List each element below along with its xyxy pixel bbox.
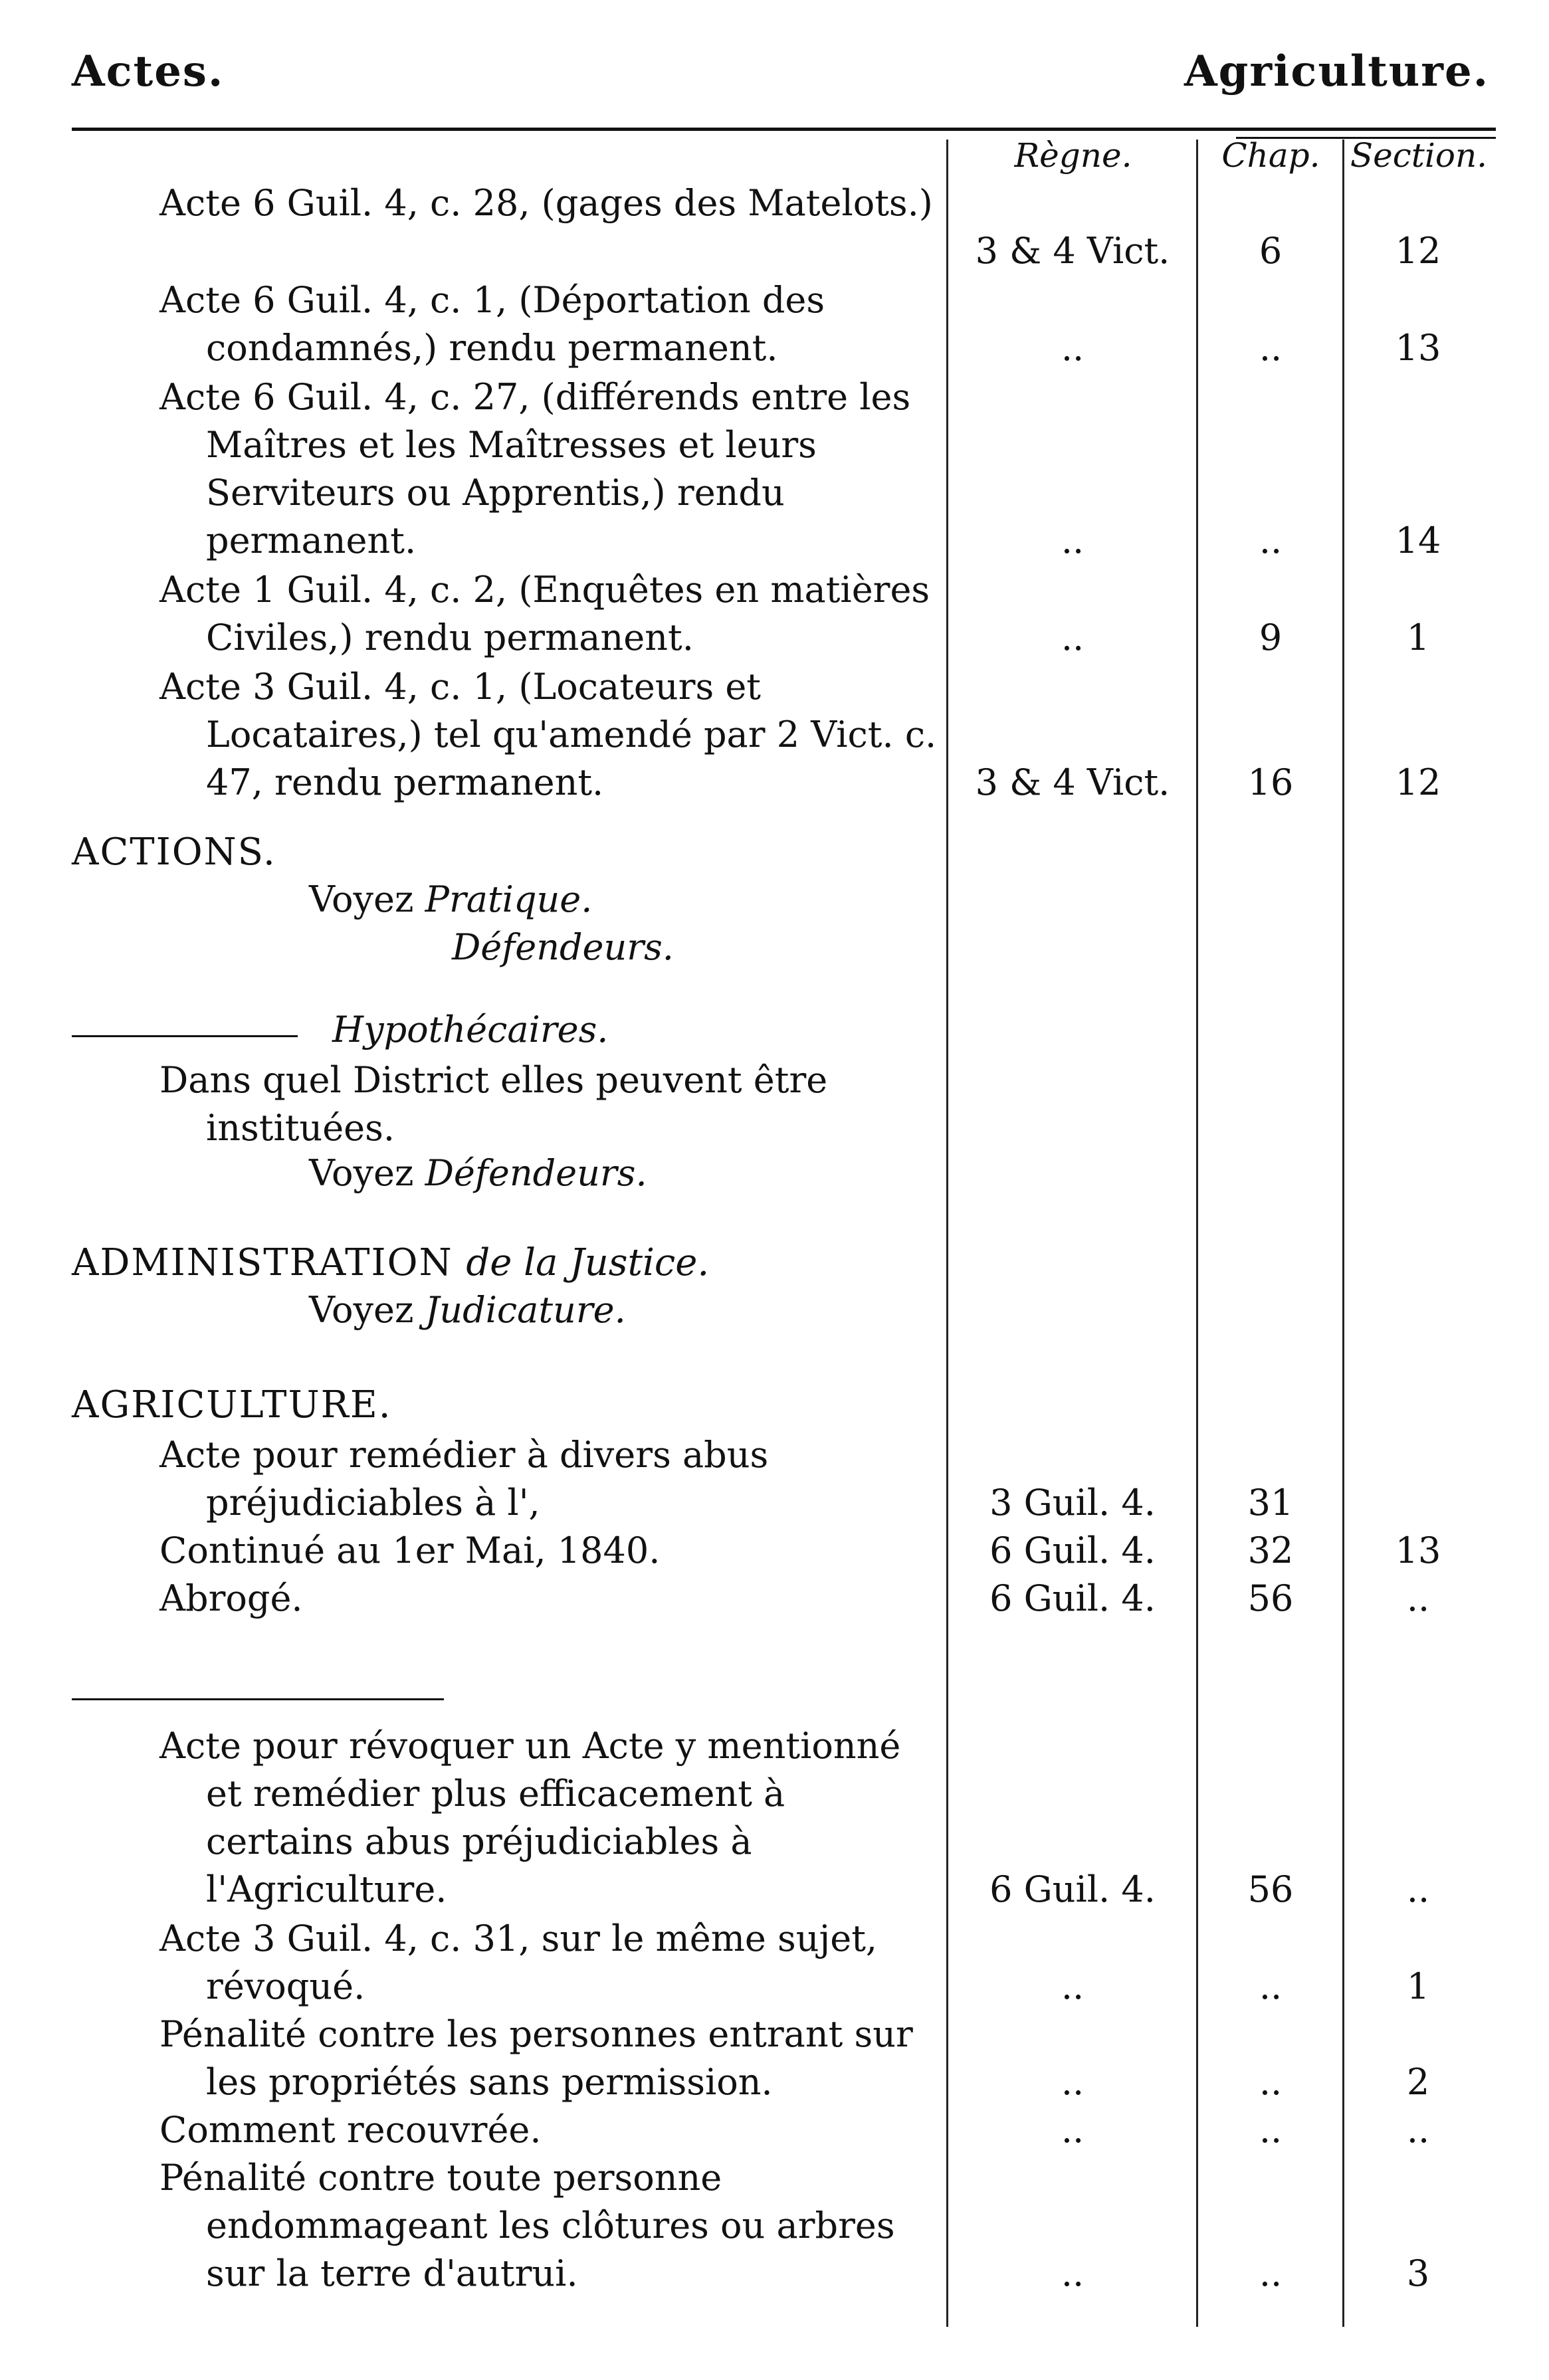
row-chap: .. <box>1259 2252 1283 2294</box>
row-regne: .. <box>1061 1965 1084 2007</box>
row-text: Pénalité contre toute personne endommageant les clôtures ou arbres sur la terre d'autrui. <box>159 2157 895 2294</box>
row-chap: 6 <box>1259 230 1283 272</box>
column-divider <box>1342 140 1344 2327</box>
row-section: 13 <box>1395 327 1441 369</box>
row-regne: .. <box>1061 2061 1084 2103</box>
row-section: 3 <box>1406 2252 1430 2294</box>
row-text: Acte 1 Guil. 4, c. 2, (Enquêtes en matières Civiles,) rendu permanent. <box>159 569 930 658</box>
cross-reference-target: Défendeurs. <box>425 1152 647 1194</box>
row-regne: .. <box>1061 2252 1084 2294</box>
row-regne: 3 & 4 Vict. <box>975 761 1170 803</box>
subheading-hypothecaires: Hypothécaires. <box>332 1009 609 1050</box>
row-chap: 16 <box>1247 761 1294 803</box>
row-section: 1 <box>1406 1965 1430 2007</box>
running-head-right: Agriculture. <box>1184 47 1489 96</box>
row-text: Abrogé. <box>159 1577 303 1619</box>
voyez-label: Voyez <box>309 1152 414 1194</box>
row-section: 14 <box>1395 520 1441 561</box>
row-chap: 56 <box>1247 1577 1294 1619</box>
row-text: Pénalité contre les personnes entrant sur les propriétés sans permission. <box>159 2013 913 2103</box>
row-text: Acte pour révoquer un Acte y mentionné et remédier plus efficacement à certains abus préjudiciables à l'Agriculture. <box>159 1725 901 1910</box>
row-chap: 32 <box>1247 1530 1294 1571</box>
subentry-text: Dans quel District elles peuvent être instituées. <box>159 1059 828 1149</box>
row-text: Acte 6 Guil. 4, c. 28, (gages des Matelots.) <box>159 182 933 224</box>
row-text: Acte pour remédier à divers abus préjudiciables à l', <box>159 1434 769 1524</box>
cross-reference-target: Judicature. <box>425 1289 626 1331</box>
column-header-chap: Chap. <box>1221 136 1320 175</box>
column-divider <box>1196 140 1198 2327</box>
row-regne: 6 Guil. 4. <box>989 1530 1156 1571</box>
voyez-label: Voyez <box>309 878 414 920</box>
column-header-section: Section. <box>1350 136 1488 175</box>
cross-reference <box>309 878 592 920</box>
cross-reference-target: Défendeurs. <box>452 926 674 968</box>
row-regne: 6 Guil. 4. <box>989 1868 1156 1910</box>
voyez-label: Voyez <box>309 1289 414 1331</box>
subentry-dash <box>72 1035 298 1037</box>
row-text: Acte 6 Guil. 4, c. 1, (Déportation des condamnés,) rendu permanent. <box>159 279 825 369</box>
column-divider <box>946 140 948 2327</box>
row-chap: .. <box>1259 327 1283 369</box>
row-regne: .. <box>1061 327 1084 369</box>
row-text: Acte 6 Guil. 4, c. 27, (différends entre les Maîtres et les Maîtresses et leurs Serviteurs ou Apprentis,) rendu permanent. <box>159 376 911 561</box>
headword-agriculture: AGRICULTURE. <box>72 1383 392 1427</box>
row-chap: 31 <box>1247 1482 1294 1524</box>
header-rule <box>72 128 1496 131</box>
section-divider <box>72 1698 444 1700</box>
row-regne: 6 Guil. 4. <box>989 1577 1156 1619</box>
row-section: .. <box>1406 1577 1430 1619</box>
row-regne: 3 & 4 Vict. <box>975 230 1170 272</box>
row-chap: .. <box>1259 520 1283 561</box>
row-section: .. <box>1406 2109 1430 2151</box>
row-regne: .. <box>1061 2109 1084 2151</box>
row-chap: .. <box>1259 2061 1283 2103</box>
row-text: Comment recouvrée. <box>159 2109 542 2151</box>
row-text: Acte 3 Guil. 4, c. 31, sur le même sujet, révoqué. <box>159 1918 878 2007</box>
cross-reference <box>309 1289 626 1331</box>
headword-administration <box>72 1241 709 1284</box>
headword-actions: ACTIONS. <box>72 831 276 874</box>
row-section: 12 <box>1395 761 1441 803</box>
row-section: 13 <box>1395 1530 1441 1571</box>
row-regne: .. <box>1061 520 1084 561</box>
running-head-left: Actes. <box>72 47 225 96</box>
row-section: 2 <box>1406 2061 1430 2103</box>
column-header-regne: Règne. <box>1014 136 1132 175</box>
row-section: .. <box>1406 1868 1430 1910</box>
row-chap: 56 <box>1247 1868 1294 1910</box>
row-section: 1 <box>1406 617 1430 658</box>
cross-reference <box>309 1152 647 1194</box>
row-section: 12 <box>1395 230 1441 272</box>
cross-reference-target: Pratique. <box>425 878 593 920</box>
headword-administration-label: ADMINISTRATION <box>72 1241 453 1284</box>
row-chap: .. <box>1259 1965 1283 2007</box>
row-text: Continué au 1er Mai, 1840. <box>159 1530 661 1571</box>
row-chap: 9 <box>1259 617 1283 658</box>
row-regne: 3 Guil. 4. <box>989 1482 1156 1524</box>
row-chap: .. <box>1259 2109 1283 2151</box>
row-text: Acte 3 Guil. 4, c. 1, (Locateurs et Locataires,) tel qu'amendé par 2 Vict. c. 47, rendu permanent. <box>159 666 937 803</box>
headword-administration-qualifier: de la Justice. <box>466 1241 710 1284</box>
row-regne: .. <box>1061 617 1084 658</box>
